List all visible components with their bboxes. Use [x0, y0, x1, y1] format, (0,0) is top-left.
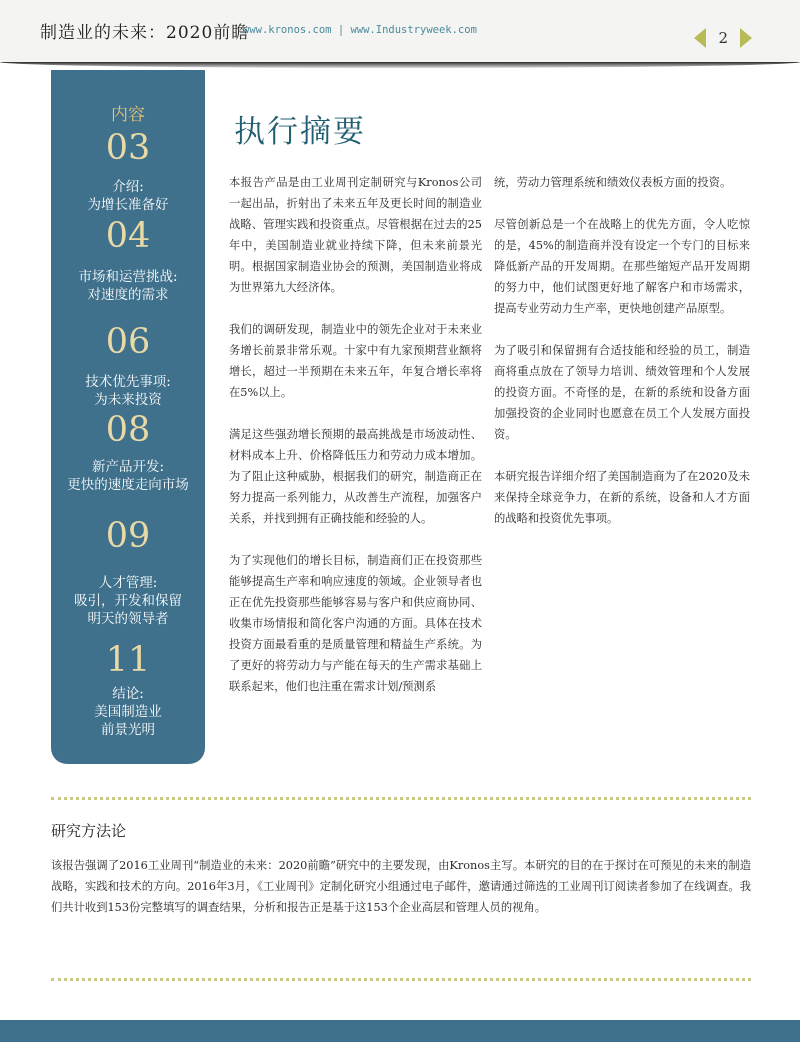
next-page-icon[interactable]	[740, 28, 752, 48]
toc-label-line: 更快的速度走向市场	[67, 477, 189, 493]
toc-label-line: 技术优先事项:	[85, 374, 171, 390]
paragraph: 本报告产品是由工业周刊定制研究与Kronos公司一起出品，折射出了未来五年及更长时间的制造业战略、管理实践和投资重点。尽管根据在过去的25年中，美国制造业就业持续下降，但未来前景光明。根据国家制造业协会的预测，美国制造业将成为世界第九大经济体。	[229, 176, 482, 294]
paragraph: 满足这些强劲增长预期的最高挑战是市场波动性、材料成本上升、价格降低压力和劳动力成本增加。为了阻止这种威胁，根据我们的研究，制造商正在努力提高一系列能力，从改善生产流程，加强客户关系，并找到拥有正确技能和经验的人。	[229, 428, 482, 525]
toc-item-number[interactable]: 06	[105, 322, 151, 362]
toc-item-number[interactable]: 09	[105, 516, 151, 556]
page-navigation	[694, 28, 752, 48]
paragraph: 为了吸引和保留拥有合适技能和经验的员工，制造商将重点放在了领导力培训、绩效管理和个人发展的投资方面。不奇怪的是，在新的系统和设备方面加强投资的企业同时也愿意在员工个人发展方面投资。	[494, 344, 750, 441]
paragraph: 尽管创新总是一个在战略上的优先方面，令人吃惊的是，45%的制造商并没有设定一个专门的目标来降低新产品的开发周期。在那些缩短产品开发周期的努力中，他们试图更好地了解客户和市场需求，提高专业劳动力生产率，更快地创建产品原型。	[494, 218, 750, 315]
footer-bar	[0, 1020, 800, 1042]
toc-label-line: 前景光明	[101, 722, 155, 738]
toc-label-line: 为未来投资	[94, 392, 162, 408]
toc-label-line: 对速度的需求	[87, 287, 169, 303]
toc-label-line: 为增长准备好	[87, 197, 169, 213]
toc-item-label[interactable]	[51, 178, 205, 214]
previous-page-icon[interactable]	[694, 28, 706, 48]
toc-label-line: 新产品开发:	[91, 459, 165, 475]
header-urls[interactable]: www.kronos.com | www.Industryweek.com	[243, 24, 477, 36]
table-of-contents	[51, 70, 205, 764]
toc-label-line: 市场和运营挑战:	[78, 269, 178, 285]
paragraph: 为了实现他们的增长目标，制造商们正在投资那些能够提高生产率和响应速度的领域。企业领导者也正在优先投资那些能够容易与客户和供应商协同、收集市场情报和简化客户沟通的方面。具体在技术投资方面最看重的是质量管理和精益生产系统。为了更好的将劳动力与产能在每天的生产需求基础上联系起来，他们也注重在需求计划/预测系	[229, 554, 482, 693]
paragraph: 本研究报告详细介绍了美国制造商为了在2020及未来保持全球竞争力，在新的系统，设备和人才方面的战略和投资优先事项。	[494, 470, 750, 525]
toc-item-number[interactable]: 03	[105, 128, 151, 168]
toc-label-line: 明天的领导者	[87, 611, 169, 627]
toc-item-label[interactable]	[51, 574, 205, 628]
toc-item-label[interactable]	[51, 685, 205, 739]
toc-heading: 内容	[111, 105, 145, 125]
toc-label-line: 介绍:	[112, 179, 144, 195]
summary-column-left	[229, 172, 482, 718]
toc-item-number[interactable]: 08	[105, 410, 151, 450]
toc-item-label[interactable]	[51, 373, 205, 409]
toc-item-number[interactable]: 04	[105, 216, 151, 256]
summary-column-right	[494, 172, 750, 550]
paragraph: 统，劳动力管理系统和绩效仪表板方面的投资。	[494, 176, 732, 189]
page-number: 2	[718, 29, 728, 47]
toc-item-label[interactable]	[51, 268, 205, 304]
methodology-title: 研究方法论	[51, 822, 127, 840]
paragraph: 我们的调研发现，制造业中的领先企业对于未来业务增长前景非常乐观。十家中有九家预期营业额将增长，超过一半预期在未来五年，年复合增长率将在5%以上。	[229, 323, 482, 399]
section-title: 执行摘要	[234, 114, 366, 150]
toc-item-number[interactable]: 11	[105, 640, 151, 680]
header-divider	[0, 62, 800, 68]
dotted-divider	[51, 797, 751, 800]
methodology-body: 该报告强调了2016工业周刊“制造业的未来：2020前瞻”研究中的主要发现，由Kronos主写。本研究的目的在于探讨在可预见的未来的制造战略，实践和技术的方向。2016年3月，《工业周刊》定制化研究小组通过电子邮件，邀请通过筛选的工业周刊订阅读者参加了在线调查。我们共计收到153份完整填写的调查结果，分析和报告正是基于这153个企业高层和管理人员的视角。	[51, 859, 751, 914]
document-title: 制造业的未来：2020前瞻	[40, 23, 250, 43]
page-header	[0, 0, 800, 62]
toc-label-line: 结论:	[112, 686, 144, 702]
toc-label-line: 吸引，开发和保留	[74, 593, 182, 609]
toc-label-line: 美国制造业	[94, 704, 162, 720]
toc-label-line: 人才管理:	[98, 575, 158, 591]
dotted-divider	[51, 978, 751, 981]
toc-item-label[interactable]	[51, 458, 205, 494]
